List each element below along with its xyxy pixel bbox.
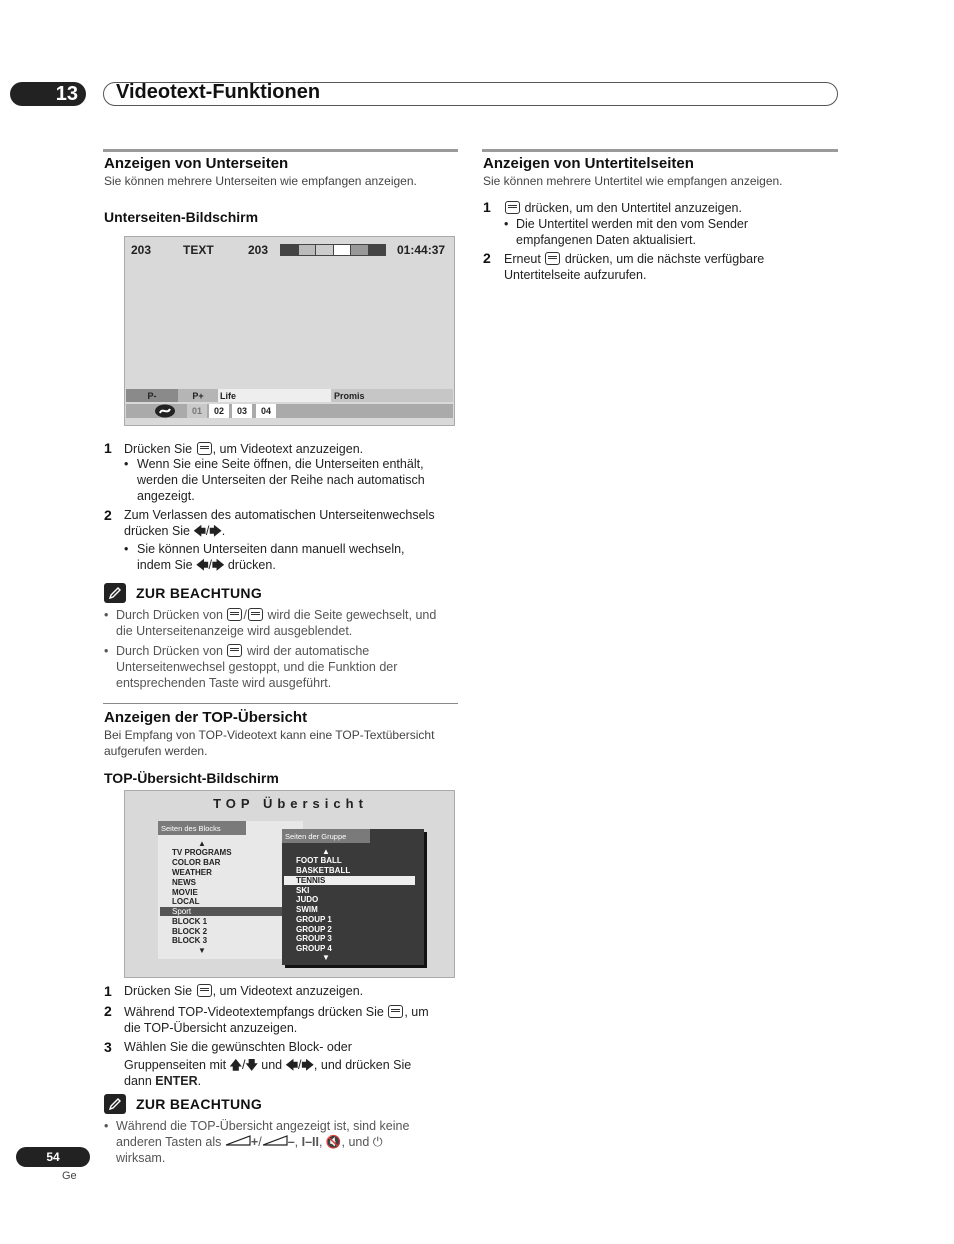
subsection-title: Unterseiten-Bildschirm: [104, 209, 259, 225]
bullet-dot: •: [124, 542, 129, 556]
step-text: drücken, um den Untertitel anzuzeigen.: [504, 200, 742, 216]
list-item-selected: TENNIS: [296, 876, 326, 885]
scroll-up-icon: ▲: [198, 839, 206, 848]
list-item: WEATHER: [172, 868, 212, 877]
page-back-key-icon: [248, 608, 263, 621]
chapter-number: 13: [10, 82, 86, 106]
section-rule: [103, 149, 458, 152]
list-item: GROUP 2: [296, 925, 332, 934]
note-pencil-icon: [104, 1094, 126, 1114]
list-item: BLOCK 1: [172, 917, 208, 926]
hold-key-icon: [227, 644, 242, 657]
list-item: LOCAL: [172, 897, 200, 906]
subpage-cycle-icon: [153, 404, 177, 418]
subpage-01: 01: [187, 404, 207, 418]
list-item: MOVIE: [172, 888, 198, 897]
subtitle-key-icon: [505, 201, 520, 214]
subpage-progress-bar: [280, 244, 386, 256]
mute-icon: 🔇: [325, 1135, 342, 1149]
section-intro: Sie können mehrere Unterseiten wie empfangen anzeigen.: [104, 174, 417, 188]
teletext-key-icon: [197, 442, 212, 455]
down-arrow-icon: 🡇: [245, 1058, 258, 1072]
step-number: 2: [104, 507, 112, 523]
list-item: BASKETBALL: [296, 866, 351, 875]
language-code: Ge: [62, 1170, 77, 1182]
screen-label: TEXT: [183, 243, 214, 257]
bullet-dot: •: [504, 217, 509, 231]
left-arrow-icon: 🡄: [193, 524, 206, 538]
list-item-selected: Sport: [172, 907, 192, 916]
page-number: 54: [16, 1147, 90, 1167]
block-pages-header: Seiten des Blocks: [158, 821, 246, 835]
bullet-text: Die Untertitel werden mit den vom Sender empfangenen Daten aktualisiert.: [516, 217, 749, 247]
p-plus-key: P+: [178, 389, 218, 402]
step-number: 1: [104, 440, 112, 456]
list-item: FOOT BALL: [296, 856, 342, 865]
group-pages-panel: [282, 829, 424, 965]
list-item: GROUP 3: [296, 934, 332, 943]
screen-time: 01:44:37: [397, 243, 446, 257]
bullet-text: Sie können Unterseiten dann manuell wechseln, indem Sie 🡄/🡆 drücken.: [137, 542, 405, 572]
note-text: Durch Drücken von wird der automatische Unterseitenwechsel gestoppt, und die Funktion der entsprechenden Taste wird ausgeführt.: [116, 644, 398, 690]
list-item: SKI: [296, 886, 310, 895]
bullet-dot: •: [124, 457, 129, 471]
list-item: JUDO: [296, 895, 319, 904]
p-minus-key: P-: [126, 389, 178, 402]
screen-page-number: 203: [131, 243, 152, 257]
step-text: Drücken Sie , um Videotext anzuzeigen.: [124, 442, 364, 456]
step-text: Erneut drücken, um die nächste verfügbare Untertitelseite aufzurufen.: [504, 252, 765, 282]
list-item: BLOCK 3: [172, 936, 208, 945]
list-item: COLOR BAR: [172, 858, 221, 867]
scroll-down-icon: ▼: [198, 946, 206, 955]
power-icon: ⏻: [372, 1135, 383, 1149]
section-rule: [103, 703, 458, 704]
right-arrow-icon: 🡆: [301, 1058, 314, 1072]
teletext-key-icon: [197, 984, 212, 997]
step-number: 1: [104, 983, 112, 999]
step-number: 3: [104, 1039, 112, 1055]
promis-key: Promis: [331, 389, 453, 402]
step-number: 1: [483, 199, 491, 215]
volume-down-icon: [262, 1135, 288, 1149]
list-item: GROUP 1: [296, 915, 332, 924]
list-item: NEWS: [172, 878, 196, 887]
step-text: Drücken Sie , um Videotext anzuzeigen.: [124, 984, 364, 998]
note-text: Während die TOP-Übersicht angezeigt ist, sind keine anderen Tasten als +/ –, I–II, 🔇, und ⏻ wirksam.: [116, 1119, 410, 1165]
left-arrow-icon: 🡄: [196, 558, 209, 572]
left-arrow-icon: 🡄: [285, 1058, 299, 1072]
step-text: Zum Verlassen des automatischen Unterseitenwechsels drücken Sie 🡄/🡆.: [124, 508, 435, 538]
section-intro: Sie können mehrere Untertitel wie empfangen anzeigen.: [483, 174, 783, 188]
scroll-down-icon: ▼: [322, 953, 330, 962]
subpage-04: 04: [256, 404, 276, 418]
top-overview-screen: [124, 790, 455, 978]
section-title-subtitles: Anzeigen von Untertitelseiten: [483, 155, 694, 172]
subpage-screen: [124, 236, 455, 426]
subsection-title: TOP-Übersicht-Bildschirm: [104, 770, 279, 786]
chapter-title: Videotext-Funktionen: [116, 81, 321, 103]
step-text: Während TOP-Videotextempfangs drücken Sie , um die TOP-Übersicht anzuzeigen.: [124, 1005, 429, 1035]
note-pencil-icon: [104, 583, 126, 603]
list-item: BLOCK 2: [172, 927, 208, 936]
bullet-dot: •: [104, 1119, 109, 1133]
top-screen-title: TOP Übersicht: [213, 796, 368, 811]
section-title-top: Anzeigen der TOP-Übersicht: [104, 709, 308, 726]
life-key: Life: [218, 389, 331, 402]
list-item: TV PROGRAMS: [172, 848, 232, 857]
step-number: 2: [483, 250, 491, 266]
bullet-dot: •: [104, 608, 109, 622]
section-rule: [482, 149, 838, 152]
section-intro: Bei Empfang von TOP-Videotext kann eine TOP-Textübersicht aufgerufen werden.: [104, 728, 435, 758]
subpage-03: 03: [232, 404, 252, 418]
list-item: SWIM: [296, 905, 318, 914]
group-pages-header: Seiten der Gruppe: [282, 829, 370, 843]
list-item: GROUP 4: [296, 944, 332, 953]
scroll-up-icon: ▲: [322, 847, 330, 856]
step-number: 2: [104, 1003, 112, 1019]
volume-up-icon: [225, 1135, 251, 1149]
note-heading: ZUR BEACHTUNG: [136, 1096, 263, 1112]
note-text: Durch Drücken von / wird die Seite gewechselt, und die Unterseitenanzeige wird ausgeblendet.: [116, 608, 437, 638]
up-arrow-icon: 🡅: [229, 1058, 242, 1072]
page-forward-key-icon: [227, 608, 242, 621]
subpage-02: 02: [209, 404, 229, 418]
screen-page-number-2: 203: [248, 243, 269, 257]
bullet-text: Wenn Sie eine Seite öffnen, die Unterseiten enthält, werden die Unterseiten der Reihe nach automatisch angezeigt.: [137, 457, 425, 503]
bullet-dot: •: [104, 644, 109, 658]
right-arrow-icon: 🡆: [211, 558, 225, 572]
right-arrow-icon: 🡆: [209, 524, 222, 538]
top-index-key-icon: [388, 1005, 403, 1018]
subtitle-key-icon: [545, 252, 560, 265]
step-text: Wählen Sie die gewünschten Block- oder Gruppenseiten mit 🡅/🡇 und 🡄/🡆, und drücken Sie dann ENTER.: [124, 1040, 412, 1088]
note-heading: ZUR BEACHTUNG: [136, 585, 263, 601]
input-select-icon: I–II: [301, 1135, 319, 1149]
section-title-subpages: Anzeigen von Unterseiten: [104, 155, 289, 172]
